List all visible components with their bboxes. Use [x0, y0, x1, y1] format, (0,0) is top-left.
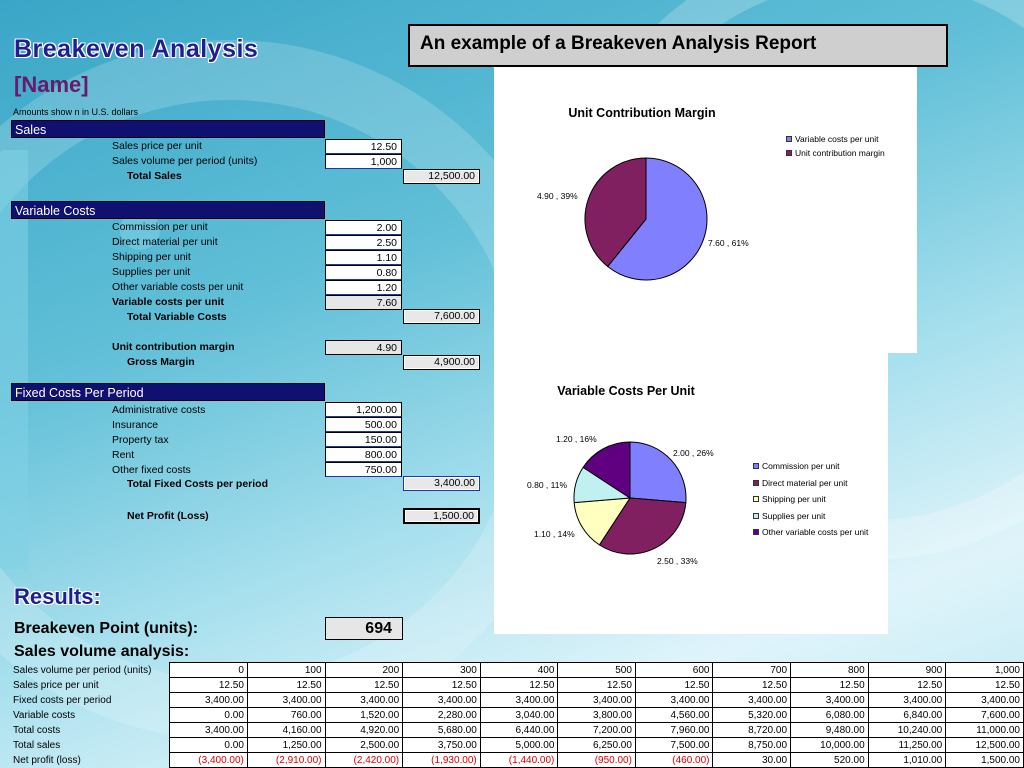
table-cell: 600: [635, 663, 713, 678]
table-cell: 6,840.00: [868, 708, 946, 723]
table-cell: 3,400.00: [480, 693, 558, 708]
insurance-label: Insurance: [112, 419, 159, 431]
table-cell: 3,400.00: [558, 693, 636, 708]
table-cell: 6,080.00: [791, 708, 869, 723]
unit-contribution-margin-value: 4.90: [325, 340, 402, 355]
table-cell: 3,750.00: [403, 738, 481, 753]
table-cell: 7,960.00: [635, 723, 713, 738]
gross-margin-value: 4,900.00: [403, 355, 480, 370]
legend-item: [753, 527, 868, 537]
table-cell: 7,200.00: [558, 723, 636, 738]
sales-volume-label: Sales volume per period (units): [112, 155, 258, 167]
total-sales-label: Total Sales: [127, 170, 182, 182]
table-row: [11, 663, 1024, 678]
total-fixed-costs-value: 3,400.00: [403, 476, 480, 491]
table-cell: 3,400.00: [868, 693, 946, 708]
pie-label: 7.60 , 61%: [708, 238, 749, 248]
shipping-input[interactable]: 1.10: [325, 250, 402, 265]
table-row: [11, 708, 1024, 723]
legend-item: [753, 478, 848, 488]
table-cell: 12.50: [791, 678, 869, 693]
table-cell: 12.50: [480, 678, 558, 693]
pie-label: 2.00 , 26%: [673, 448, 714, 458]
legend-swatch: [753, 496, 759, 502]
table-cell: 12,500.00: [946, 738, 1024, 753]
sales-header: Sales: [11, 120, 325, 138]
table-cell: 300: [403, 663, 481, 678]
legend-label: Unit contribution margin: [795, 148, 885, 158]
table-cell: 8,720.00: [713, 723, 791, 738]
total-variable-costs-value: 7,600.00: [403, 309, 480, 324]
commission-input[interactable]: 2.00: [325, 220, 402, 235]
table-cell: 3,400.00: [325, 693, 403, 708]
table-cell: 12.50: [247, 678, 325, 693]
table-row: [11, 723, 1024, 738]
total-sales-value: 12,500.00: [403, 169, 480, 184]
table-cell: 700: [713, 663, 791, 678]
legend-swatch: [786, 136, 792, 142]
table-cell: 12.50: [713, 678, 791, 693]
legend-swatch: [753, 480, 759, 486]
row-label: Sales volume per period (units): [13, 664, 152, 676]
legend-swatch: [753, 513, 759, 519]
table-cell: 12.50: [946, 678, 1024, 693]
direct-material-label: Direct material per unit: [112, 236, 218, 248]
table-cell: (2,420.00): [325, 753, 403, 768]
report-banner: An example of a Breakeven Analysis Report: [408, 24, 948, 67]
total-variable-costs-label: Total Variable Costs: [127, 311, 227, 323]
legend-swatch: [753, 529, 759, 535]
table-cell: 12.50: [558, 678, 636, 693]
table-cell: 1,000: [946, 663, 1024, 678]
variable-costs-header: Variable Costs: [11, 201, 325, 219]
legend-label: Commission per unit: [762, 461, 840, 471]
sales-volume-table: [11, 662, 1024, 768]
direct-material-input[interactable]: 2.50: [325, 235, 402, 250]
legend-item: [753, 494, 826, 504]
breakeven-value: 694: [325, 617, 403, 640]
chart-title-unit-contribution: Unit Contribution Margin: [568, 106, 716, 120]
legend-item: [786, 148, 885, 158]
table-cell: 8,750.00: [713, 738, 791, 753]
table-cell: 3,400.00: [946, 693, 1024, 708]
table-cell: 2,280.00: [403, 708, 481, 723]
table-cell: 500: [558, 663, 636, 678]
property-tax-input[interactable]: 150.00: [325, 432, 402, 447]
rent-input[interactable]: 800.00: [325, 447, 402, 462]
amounts-note: Amounts show n in U.S. dollars: [13, 107, 139, 117]
total-fixed-costs-label: Total Fixed Costs per period: [127, 478, 268, 490]
legend-item: [753, 511, 825, 521]
variable-costs-per-unit-value: 7.60: [325, 295, 402, 310]
fixed-costs-header: Fixed Costs Per Period: [11, 383, 325, 401]
table-cell: (3,400.00): [170, 753, 248, 768]
other-variable-label: Other variable costs per unit: [112, 281, 244, 293]
table-cell: 760.00: [247, 708, 325, 723]
table-cell: 3,400.00: [170, 723, 248, 738]
table-cell: 6,250.00: [558, 738, 636, 753]
commission-label: Commission per unit: [112, 221, 208, 233]
table-cell: 3,400.00: [170, 693, 248, 708]
administrative-costs-label: Administrative costs: [112, 404, 206, 416]
breakeven-label: Breakeven Point (units):: [14, 620, 199, 637]
table-cell: 3,040.00: [480, 708, 558, 723]
table-cell: 4,920.00: [325, 723, 403, 738]
table-cell: 12.50: [403, 678, 481, 693]
table-cell: 100: [247, 663, 325, 678]
row-label: Sales price per unit: [13, 679, 99, 691]
table-cell: 12.50: [635, 678, 713, 693]
table-cell: (1,930.00): [403, 753, 481, 768]
pie-label: 1.20 , 16%: [556, 434, 597, 444]
table-cell: 400: [480, 663, 558, 678]
table-cell: 800: [791, 663, 869, 678]
variable-costs-per-unit-label: Variable costs per unit: [112, 296, 225, 308]
table-row: [11, 678, 1024, 693]
table-cell: 900: [868, 663, 946, 678]
page-title: Breakeven Analysis: [14, 35, 259, 63]
table-cell: 4,160.00: [247, 723, 325, 738]
row-label: Fixed costs per period: [13, 694, 112, 706]
administrative-costs-input[interactable]: 1,200.00: [325, 402, 402, 417]
table-cell: 10,000.00: [791, 738, 869, 753]
results-heading: Results:: [14, 584, 101, 609]
sales-price-input[interactable]: 12.50: [325, 139, 402, 154]
row-label: Variable costs: [13, 709, 76, 721]
table-cell: 3,400.00: [713, 693, 791, 708]
net-profit-value: 1,500.00: [403, 508, 480, 524]
legend-item: [753, 461, 839, 471]
pie-label: 4.90 , 39%: [537, 191, 578, 201]
sales-price-label: Sales price per unit: [112, 140, 202, 152]
table-cell: 0.00: [170, 708, 248, 723]
table-cell: 3,400.00: [403, 693, 481, 708]
table-cell: 0: [170, 663, 248, 678]
legend-item: [786, 134, 878, 144]
property-tax-label: Property tax: [112, 434, 169, 446]
table-cell: (1,440.00): [480, 753, 558, 768]
table-cell: 12.50: [170, 678, 248, 693]
legend-label: Variable costs per unit: [795, 134, 879, 144]
table-cell: 9,480.00: [791, 723, 869, 738]
legend-swatch: [786, 150, 792, 156]
table-cell: 11,250.00: [868, 738, 946, 753]
chart-title-variable-costs: Variable Costs Per Unit: [557, 384, 695, 398]
table-row: [11, 738, 1024, 753]
net-profit-label: Net Profit (Loss): [127, 510, 209, 522]
table-cell: 10,240.00: [868, 723, 946, 738]
pie-label: 2.50 , 33%: [657, 556, 698, 566]
table-cell: 7,500.00: [635, 738, 713, 753]
table-cell: 200: [325, 663, 403, 678]
pie-label: 0.80 , 11%: [527, 480, 568, 490]
other-fixed-costs-input[interactable]: 750.00: [325, 462, 402, 477]
table-cell: 7,600.00: [946, 708, 1024, 723]
table-cell: 3,800.00: [558, 708, 636, 723]
name-placeholder[interactable]: [Name]: [14, 72, 89, 97]
table-cell: (950.00): [558, 753, 636, 768]
unit-contribution-margin-label: Unit contribution margin: [112, 341, 235, 353]
other-fixed-costs-label: Other fixed costs: [112, 464, 191, 476]
table-cell: (460.00): [635, 753, 713, 768]
table-cell: 12.50: [325, 678, 403, 693]
table-cell: 6,440.00: [480, 723, 558, 738]
row-label: Total sales: [13, 739, 61, 751]
row-label: Net profit (loss): [13, 754, 81, 766]
pie-chart-variable-costs: [570, 440, 690, 558]
rent-label: Rent: [112, 449, 135, 461]
supplies-input[interactable]: 0.80: [325, 265, 402, 280]
table-cell: 1,500.00: [946, 753, 1024, 768]
table-row: [11, 753, 1024, 768]
table-cell: 5,320.00: [713, 708, 791, 723]
table-row: [11, 693, 1024, 708]
insurance-input[interactable]: 500.00: [325, 417, 402, 432]
table-cell: 5,000.00: [480, 738, 558, 753]
shipping-label: Shipping per unit: [112, 251, 191, 263]
table-cell: 3,400.00: [791, 693, 869, 708]
table-cell: 30.00: [713, 753, 791, 768]
table-cell: 5,680.00: [403, 723, 481, 738]
legend-label: Other variable costs per unit: [762, 527, 869, 537]
sales-volume-analysis-label: Sales volume analysis:: [14, 643, 190, 660]
table-cell: 0.00: [170, 738, 248, 753]
pie-chart-unit-contribution: [580, 155, 712, 285]
table-cell: 3,400.00: [635, 693, 713, 708]
other-variable-input[interactable]: 1.20: [325, 280, 402, 295]
table-cell: 2,500.00: [325, 738, 403, 753]
supplies-label: Supplies per unit: [112, 266, 191, 278]
legend-swatch: [753, 463, 759, 469]
table-cell: 12.50: [868, 678, 946, 693]
table-cell: 520.00: [791, 753, 869, 768]
legend-label: Supplies per unit: [762, 511, 826, 521]
pie-label: 1.10 , 14%: [534, 529, 575, 539]
table-cell: 1,010.00: [868, 753, 946, 768]
table-cell: 4,560.00: [635, 708, 713, 723]
table-cell: 11,000.00: [946, 723, 1024, 738]
table-cell: (2,910.00): [247, 753, 325, 768]
table-cell: 1,250.00: [247, 738, 325, 753]
gross-margin-label: Gross Margin: [127, 356, 195, 368]
sales-volume-input[interactable]: 1,000: [325, 154, 402, 169]
table-cell: 1,520.00: [325, 708, 403, 723]
legend-label: Direct material per unit: [762, 478, 848, 488]
row-label: Total costs: [13, 724, 61, 736]
legend-label: Shipping per unit: [762, 494, 826, 504]
table-cell: 3,400.00: [247, 693, 325, 708]
